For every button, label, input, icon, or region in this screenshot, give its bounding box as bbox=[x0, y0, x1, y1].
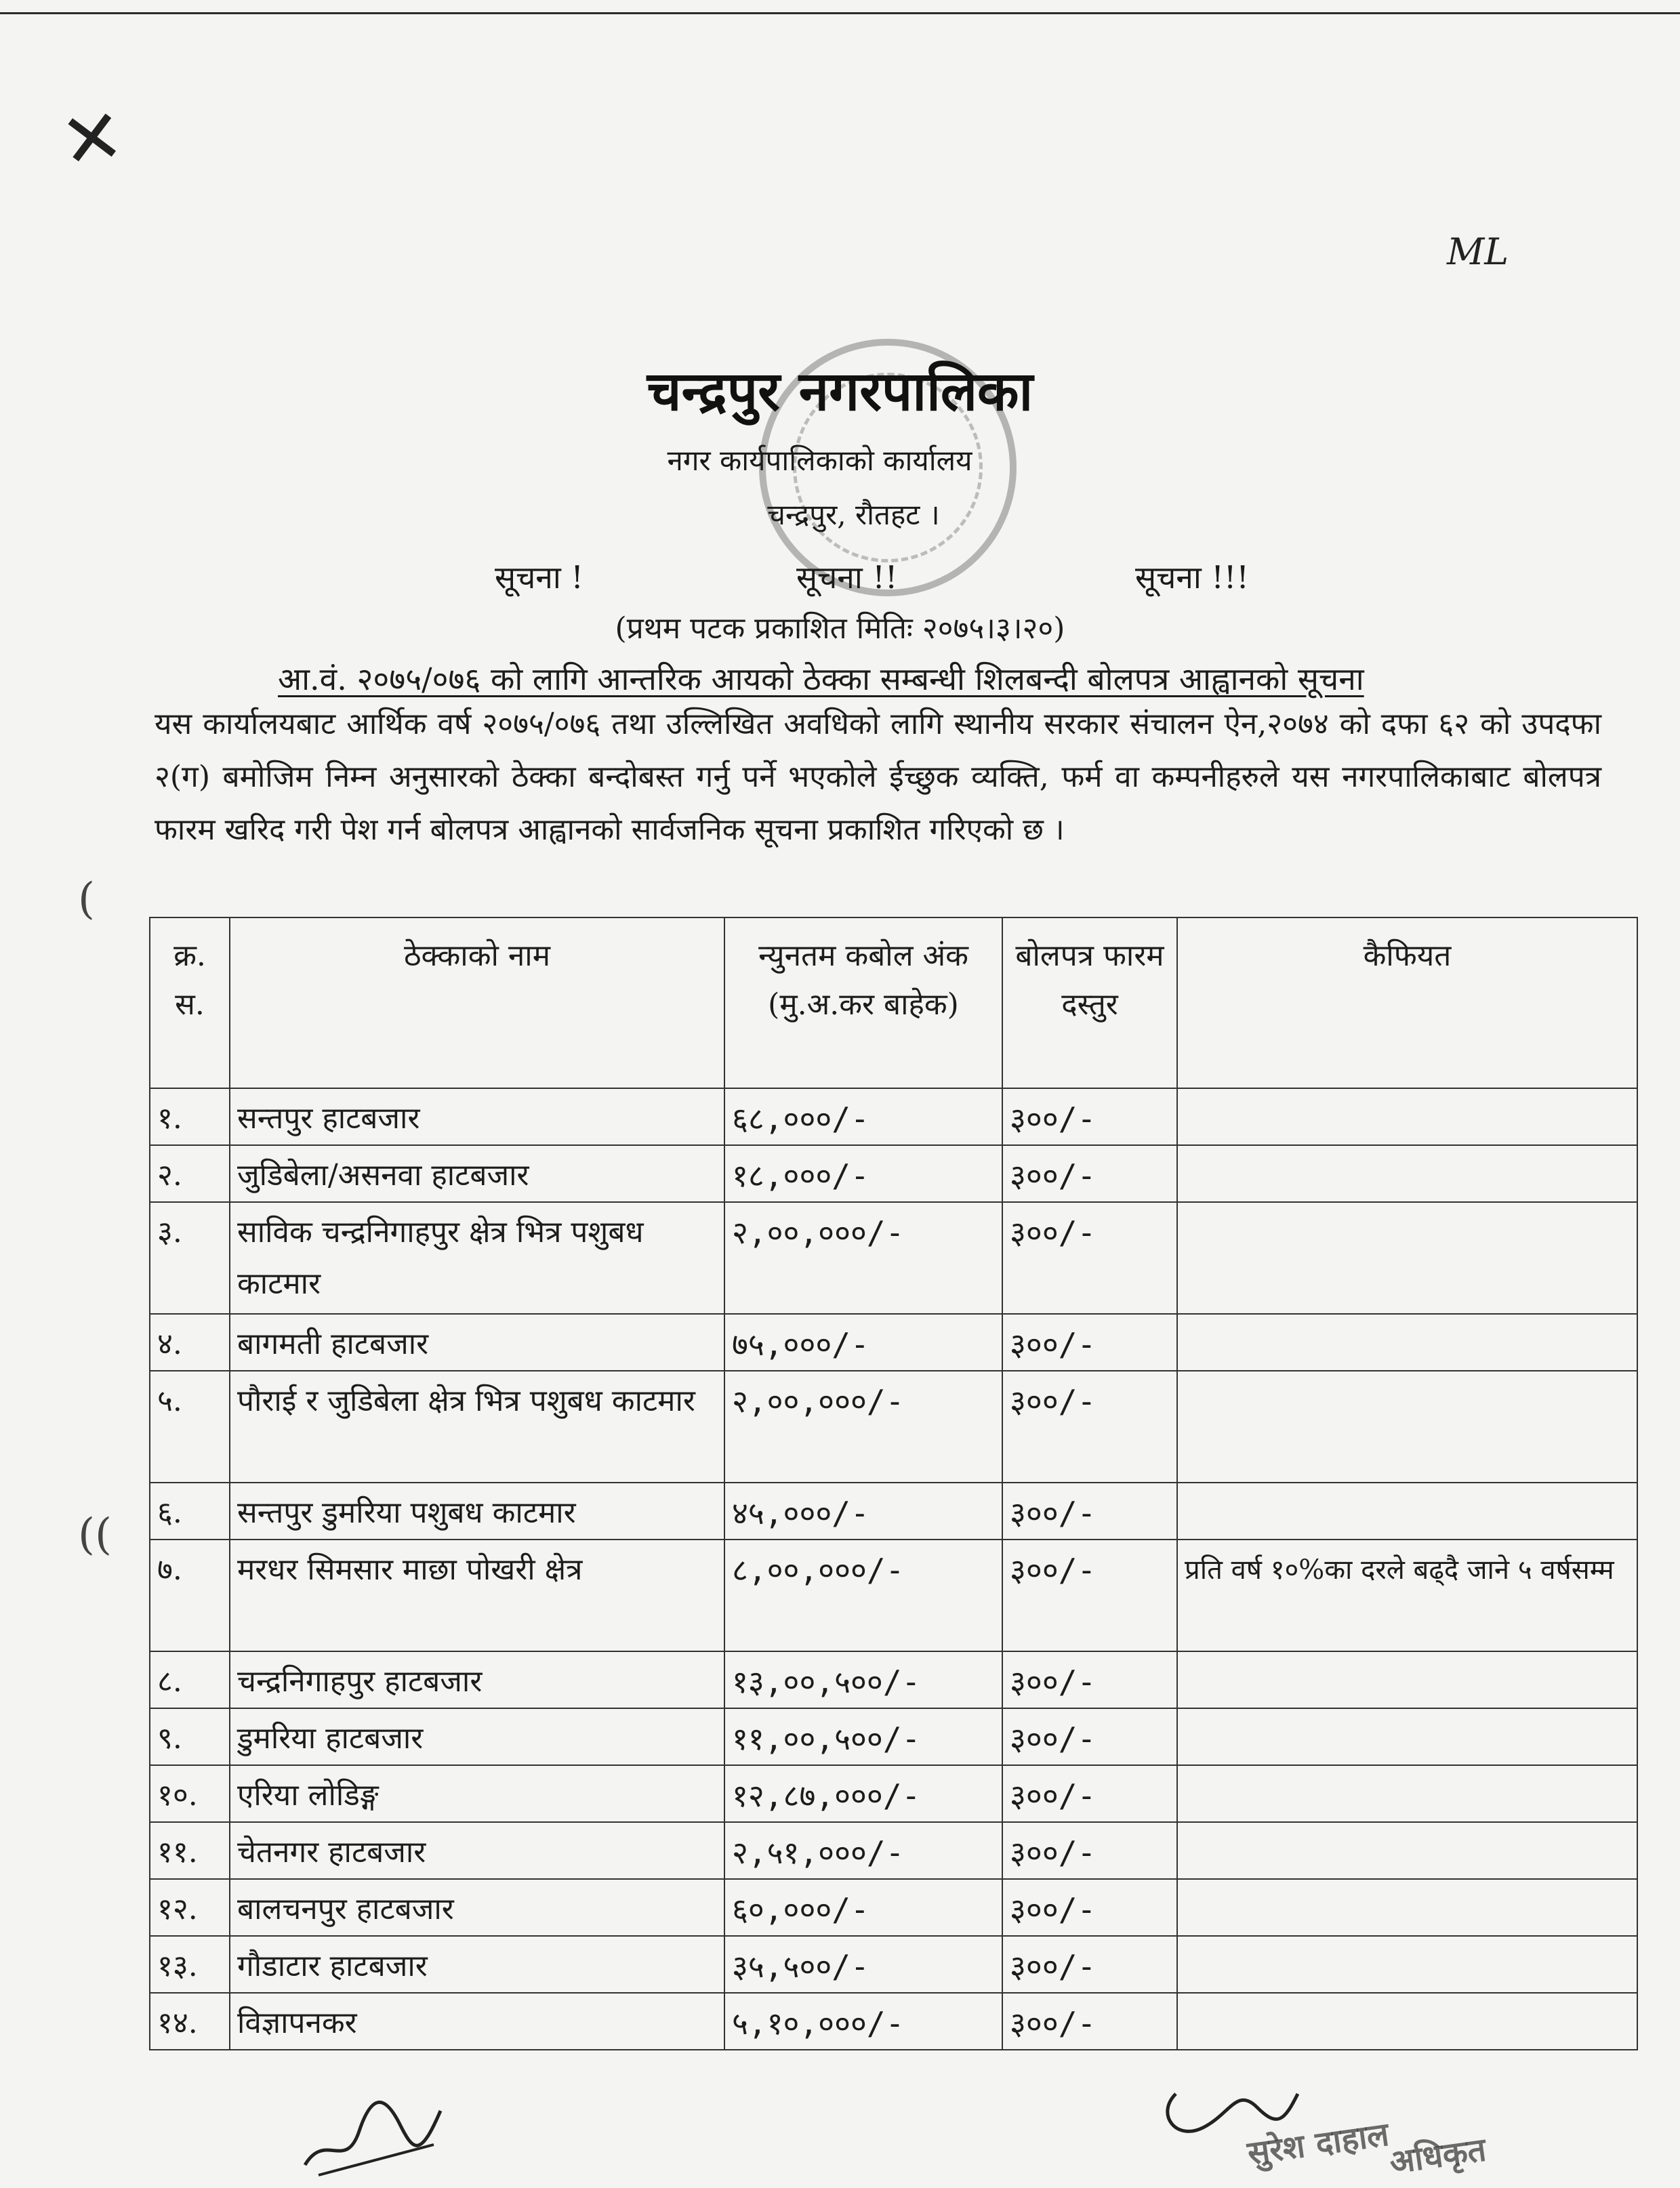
row-remarks bbox=[1177, 1088, 1637, 1145]
row-fee: ३००/- bbox=[1002, 1708, 1177, 1765]
signature-left bbox=[298, 2090, 447, 2179]
officer-title-stamp: अधिकृत bbox=[1387, 2130, 1489, 2182]
row-fee: ३००/- bbox=[1002, 1765, 1177, 1822]
row-amount: ६८,०००/- bbox=[724, 1088, 1002, 1145]
row-fee: ३००/- bbox=[1002, 1145, 1177, 1202]
table-row bbox=[150, 1540, 1637, 1651]
row-sn: १. bbox=[150, 1088, 230, 1145]
table-row bbox=[150, 1145, 1637, 1202]
notice-label-3: सूचना !!! bbox=[1135, 559, 1249, 596]
row-fee: ३००/- bbox=[1002, 1202, 1177, 1314]
row-fee: ३००/- bbox=[1002, 1879, 1177, 1936]
table-row bbox=[150, 1202, 1637, 1314]
row-sn: ४. bbox=[150, 1314, 230, 1371]
notice-label-1: सूचना ! bbox=[495, 559, 583, 596]
row-sn: ३. bbox=[150, 1202, 230, 1314]
row-remarks bbox=[1177, 1708, 1637, 1765]
row-fee: ३००/- bbox=[1002, 1822, 1177, 1879]
publish-date: (प्रथम पटक प्रकाशित मितिः २०७५।३।२०) bbox=[615, 611, 1065, 646]
table-row bbox=[150, 1765, 1637, 1822]
row-amount: २,५१,०००/- bbox=[724, 1822, 1002, 1879]
row-fee: ३००/- bbox=[1002, 1483, 1177, 1540]
row-amount: ७५,०००/- bbox=[724, 1314, 1002, 1371]
row-remarks bbox=[1177, 1314, 1637, 1371]
row-name: सन्तपुर डुमरिया पशुबध काटमार bbox=[230, 1483, 724, 1540]
row-name: डुमरिया हाटबजार bbox=[230, 1708, 724, 1765]
notice-label-2: सूचना !! bbox=[796, 559, 898, 596]
row-amount: १२,८७,०००/- bbox=[724, 1765, 1002, 1822]
table-row bbox=[150, 1088, 1637, 1145]
top-border-line bbox=[0, 12, 1680, 14]
row-fee: ३००/- bbox=[1002, 1993, 1177, 2050]
row-fee: ३००/- bbox=[1002, 1371, 1177, 1483]
margin-bracket-mark: (( bbox=[78, 1510, 112, 1560]
row-name: विज्ञापनकर bbox=[230, 1993, 724, 2050]
row-amount: ३५,५००/- bbox=[724, 1936, 1002, 1993]
row-amount: ११,००,५००/- bbox=[724, 1708, 1002, 1765]
col-header-sn: क्र. स. bbox=[150, 917, 230, 1088]
row-remarks bbox=[1177, 1765, 1637, 1822]
row-sn: १२. bbox=[150, 1879, 230, 1936]
corner-handwritten-note: ML bbox=[1447, 230, 1509, 273]
row-fee: ३००/- bbox=[1002, 1314, 1177, 1371]
row-amount: ८,००,०००/- bbox=[724, 1540, 1002, 1651]
margin-bracket-mark: ( bbox=[78, 874, 95, 924]
table-row bbox=[150, 1993, 1637, 2050]
row-amount: ६०,०००/- bbox=[724, 1879, 1002, 1936]
col-header-min-amount: न्युनतम कबोल अंक (मु.अ.कर बाहेक) bbox=[724, 917, 1002, 1088]
row-sn: ७. bbox=[150, 1540, 230, 1651]
row-sn: २. bbox=[150, 1145, 230, 1202]
col-header-remarks: कैफियत bbox=[1177, 917, 1637, 1088]
row-sn: १०. bbox=[150, 1765, 230, 1822]
row-sn: ८. bbox=[150, 1651, 230, 1708]
office-location: चन्द्रपुर, रौतहट । bbox=[767, 498, 940, 531]
row-remarks bbox=[1177, 1993, 1637, 2050]
row-name: बागमती हाटबजार bbox=[230, 1314, 724, 1371]
row-name: जुडिबेला/असनवा हाटबजार bbox=[230, 1145, 724, 1202]
row-fee: ३००/- bbox=[1002, 1088, 1177, 1145]
row-remarks bbox=[1177, 1822, 1637, 1879]
table-header-row bbox=[150, 917, 1637, 1088]
table-row bbox=[150, 1879, 1637, 1936]
office-title: चन्द्रपुर नगरपालिका bbox=[647, 359, 1033, 423]
row-name: गौडाटार हाटबजार bbox=[230, 1936, 724, 1993]
cross-mark-icon: ✕ bbox=[55, 91, 129, 186]
col-header-form-fee: बोलपत्र फारम दस्तुर bbox=[1002, 917, 1177, 1088]
table-row bbox=[150, 1371, 1637, 1483]
notice-heading: आ.वं. २०७५/०७६ को लागि आन्तरिक आयको ठेक्का सम्बन्धी शिलबन्दी बोलपत्र आह्वानको सूचना bbox=[278, 661, 1364, 697]
row-remarks bbox=[1177, 1145, 1637, 1202]
row-remarks bbox=[1177, 1483, 1637, 1540]
row-sn: १४. bbox=[150, 1993, 230, 2050]
row-fee: ३००/- bbox=[1002, 1651, 1177, 1708]
row-amount: २,००,०००/- bbox=[724, 1202, 1002, 1314]
row-amount: १८,०००/- bbox=[724, 1145, 1002, 1202]
row-amount: ४५,०००/- bbox=[724, 1483, 1002, 1540]
table-row bbox=[150, 1822, 1637, 1879]
row-sn: ९. bbox=[150, 1708, 230, 1765]
row-name: मरधर सिमसार माछा पोखरी क्षेत्र bbox=[230, 1540, 724, 1651]
col-header-name: ठेक्काको नाम bbox=[230, 917, 724, 1088]
row-fee: ३००/- bbox=[1002, 1540, 1177, 1651]
row-remarks: प्रति वर्ष १०%का दरले बढ्दै जाने ५ वर्षसम्म bbox=[1177, 1540, 1637, 1651]
row-sn: ११. bbox=[150, 1822, 230, 1879]
row-name: बालचनपुर हाटबजार bbox=[230, 1879, 724, 1936]
row-name: चेतनगर हाटबजार bbox=[230, 1822, 724, 1879]
officer-name-stamp: सुरेश दाहाल bbox=[1245, 2115, 1391, 2173]
notice-body: यस कार्यालयबाट आर्थिक वर्ष २०७५/०७६ तथा उल्लिखित अवधिको लागि स्थानीय सरकार संचालन ऐन,२०७४ को दफा ६२ को उपदफा २(ग) बमोजिम निम्न अनुसारको ठेक्का बन्दोबस्त गर्नु पर्ने भएकोले ईच्छुक व्यक्ति, फर्म वा कम्पनीहरुले यस नगरपालिकाबाट बोलपत्र फारम खरिद गरी पेश गर्न बोलपत्र आह्वानको सार्वजनिक सूचना प्रकाशित गरिएको छ । bbox=[155, 707, 1601, 847]
row-remarks bbox=[1177, 1202, 1637, 1314]
row-name: एरिया लोडिङ्ग bbox=[230, 1765, 724, 1822]
row-remarks bbox=[1177, 1651, 1637, 1708]
row-sn: ५. bbox=[150, 1371, 230, 1483]
row-name: चन्द्रनिगाहपुर हाटबजार bbox=[230, 1651, 724, 1708]
row-sn: १३. bbox=[150, 1936, 230, 1993]
row-name: साविक चन्द्रनिगाहपुर क्षेत्र भित्र पशुबध काटमार bbox=[230, 1202, 724, 1314]
row-amount: १३,००,५००/- bbox=[724, 1651, 1002, 1708]
tender-table bbox=[149, 917, 1638, 2050]
row-remarks bbox=[1177, 1371, 1637, 1483]
row-remarks bbox=[1177, 1879, 1637, 1936]
table-row bbox=[150, 1314, 1637, 1371]
row-name: पौराई र जुडिबेला क्षेत्र भित्र पशुबध काटमार bbox=[230, 1371, 724, 1483]
table-row bbox=[150, 1651, 1637, 1708]
row-name: सन्तपुर हाटबजार bbox=[230, 1088, 724, 1145]
row-amount: २,००,०००/- bbox=[724, 1371, 1002, 1483]
row-fee: ३००/- bbox=[1002, 1936, 1177, 1993]
table-row bbox=[150, 1483, 1637, 1540]
row-remarks bbox=[1177, 1936, 1637, 1993]
row-sn: ६. bbox=[150, 1483, 230, 1540]
office-subtitle: नगर कार्यपालिकाको कार्यालय bbox=[667, 444, 972, 477]
table-row bbox=[150, 1936, 1637, 1993]
row-amount: ५,१०,०००/- bbox=[724, 1993, 1002, 2050]
table-row bbox=[150, 1708, 1637, 1765]
